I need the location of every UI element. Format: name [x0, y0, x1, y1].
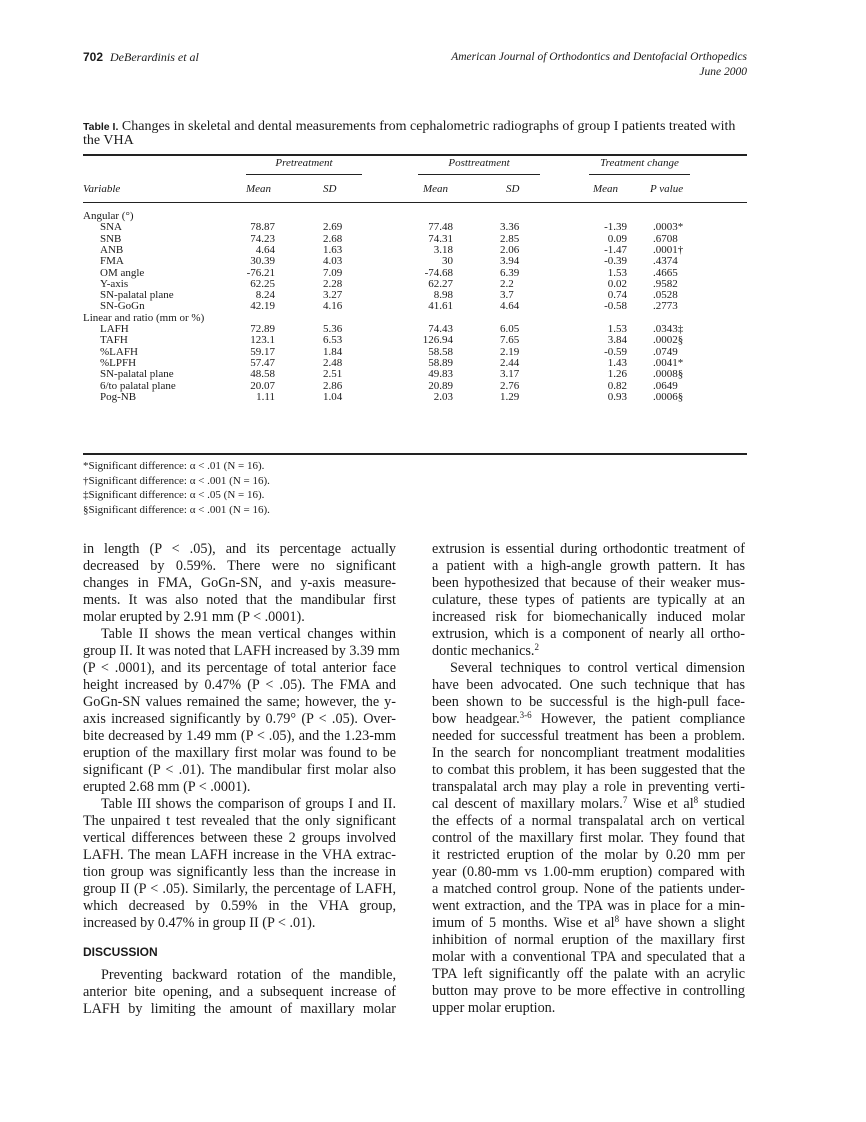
cell-p-value: .0002§ [653, 334, 684, 347]
text-segment: a matched control group. None of the patients under- [432, 881, 745, 897]
cell-pre-mean: 123.1 [250, 334, 275, 347]
text-segment: decreased by 0.59%. There were no significant [83, 558, 396, 574]
text-line [83, 745, 396, 762]
text-line [83, 881, 396, 898]
cell-pre-mean: 20.07 [250, 379, 275, 392]
text-segment: imum of 5 months. Wise et al [432, 915, 615, 931]
table-row [0, 323, 866, 335]
citation-superscript: 2 [534, 642, 539, 652]
text-line [432, 558, 745, 575]
cell-p-value: .0001† [653, 243, 684, 256]
group-underline [246, 174, 362, 175]
text-line [83, 575, 396, 592]
cell-pre-mean: 8.24 [255, 289, 275, 302]
cell-pre-sd: 3.27 [323, 289, 343, 302]
text-line [83, 898, 396, 915]
text-line [432, 643, 745, 660]
text-line [432, 592, 745, 609]
text-line [432, 728, 745, 745]
text-line [83, 813, 396, 830]
table-row [0, 244, 866, 256]
text-line [432, 694, 745, 711]
cell-change-mean: 1.53 [607, 323, 627, 335]
cell-pre-mean: 48.58 [250, 368, 275, 381]
table-caption-text: Changes in skeletal and dental measurements from cephalometric radiographs of group I patients treated with the VHA [83, 119, 736, 148]
text-segment: bite decreased by 1.49 mm (P < .05), and the 1.23-mm [83, 728, 396, 744]
text-line [83, 677, 396, 694]
cell-post-sd: 3.94 [500, 255, 520, 268]
cell-post-mean: -74.68 [424, 266, 453, 279]
table-footnote: *Significant difference: α < .01 (N = 16). [83, 460, 265, 472]
text-segment: Preventing backward rotation of the mandible, [101, 967, 396, 983]
table-footnote: ‡Significant difference: α < .05 (N = 16). [83, 489, 265, 502]
table-section-header [0, 312, 866, 324]
cell-post-mean: 58.58 [428, 345, 453, 358]
text-segment: button may prove to be more effective in controlling [432, 983, 745, 999]
cell-p-value: .6708 [653, 232, 678, 245]
text-segment: LAFH. The mean LAFH increase in the VHA extrac- [83, 847, 396, 863]
cell-pre-mean: 4.64 [255, 243, 275, 256]
text-line [83, 626, 396, 643]
cell-p-value: .4665 [653, 266, 678, 279]
running-authors: DeBerardinis et al [110, 50, 199, 64]
cell-change-mean: -0.59 [604, 345, 627, 358]
cell-pre-sd: 1.04 [323, 390, 343, 403]
cell-p-value: .0006§ [653, 390, 684, 403]
journal-name: American Journal of Orthodontics and Dentofacial Orthopedics [451, 51, 747, 63]
text-segment: eruption of the maxillary first molar was found to be [83, 745, 396, 761]
cell-variable: FMA [100, 255, 124, 268]
cell-post-mean: 8.98 [433, 289, 453, 302]
text-line [432, 541, 745, 558]
cell-variable: SN-GoGn [100, 300, 145, 313]
text-segment: increased by 0.47% in group II (P < .01). [83, 915, 316, 931]
cell-post-sd: 3.17 [500, 368, 520, 381]
cell-change-mean: -1.39 [604, 221, 627, 234]
cell-change-mean: 1.43 [607, 356, 627, 369]
cell-p-value: .2773 [653, 300, 678, 313]
cell-pre-mean: 57.47 [250, 356, 275, 369]
cell-post-sd: 6.05 [500, 323, 520, 335]
text-line [432, 864, 745, 881]
text-segment: GoGn-SN values remained the same; however, the y- [83, 694, 396, 710]
cell-change-mean: 3.84 [607, 334, 627, 347]
table-row [0, 334, 866, 346]
cell-pre-sd: 5.36 [323, 323, 343, 335]
text-segment: changes in FMA, GoGn-SN, and y-axis measure- [83, 575, 396, 591]
table-footnote: §Significant difference: α < .001 (N = 16). [83, 504, 270, 517]
table-bottom-rule [83, 453, 747, 455]
text-line [83, 796, 396, 813]
table-row [0, 346, 866, 358]
body-right-column [432, 541, 745, 1017]
cell-post-mean: 41.61 [428, 300, 453, 313]
text-line [432, 847, 745, 864]
cell-pre-sd: 2.68 [323, 232, 343, 245]
group-header-pretreatment: Pretreatment [275, 157, 333, 169]
text-line [432, 660, 745, 677]
cell-variable: ANB [100, 243, 124, 256]
text-segment: However, the patient compliance [531, 711, 745, 727]
cell-post-mean: 30 [442, 255, 453, 268]
cell-pre-sd: 2.86 [323, 379, 343, 392]
cell-post-mean: 74.31 [428, 232, 453, 245]
column-header-variable: Variable [83, 183, 121, 195]
column-header-p-value: P value [650, 183, 684, 195]
group-header-treatment-change: Treatment change [600, 157, 679, 169]
text-segment: dontic mechanics. [432, 643, 535, 659]
text-segment: increased risk for biomechanically induced molar [432, 609, 745, 625]
cell-pre-mean: 30.39 [250, 255, 275, 268]
cell-post-sd: 2.44 [500, 356, 520, 369]
text-segment: have shown a slight [619, 915, 745, 931]
cell-variable: SN-palatal plane [100, 289, 174, 302]
cell-post-mean: 20.89 [428, 379, 453, 392]
text-segment: molar erupted by 2.91 mm (P < .0001). [83, 609, 305, 625]
cell-post-sd: 3.7 [500, 289, 514, 302]
text-line [83, 728, 396, 745]
text-line [432, 796, 745, 813]
citation-superscript: 8 [614, 914, 620, 924]
text-line [432, 626, 745, 643]
text-segment: vertical differences between these 2 groups involved [83, 830, 396, 846]
cell-pre-mean: 74.23 [250, 232, 275, 245]
section-heading-discussion: DISCUSSION [83, 945, 158, 959]
citation-superscript: 7 [622, 795, 628, 805]
text-line [83, 592, 396, 609]
column-header-mean: Mean [593, 183, 619, 195]
cell-change-mean: 0.82 [607, 379, 627, 392]
table-row [0, 300, 866, 312]
cell-p-value: .9582 [653, 277, 678, 290]
cell-pre-sd: 2.51 [323, 368, 343, 381]
cell-pre-mean: 78.87 [250, 221, 275, 234]
cell-change-mean: -0.39 [604, 255, 627, 268]
text-segment: been shown to be successful is the high-pull face- [432, 694, 745, 710]
section-label: Angular (°) [83, 210, 134, 222]
cell-post-sd: 2.85 [500, 232, 520, 245]
text-line [83, 643, 400, 660]
table-label: Table I. [83, 121, 119, 133]
column-header-sd: SD [323, 183, 337, 195]
table-row [0, 278, 866, 290]
text-line [83, 915, 396, 932]
text-segment: a patient with a high-angle growth pattern. It has [432, 558, 745, 574]
text-line [432, 898, 745, 915]
text-segment: Table III shows the comparison of groups I and II. [101, 796, 396, 812]
cell-change-mean: 0.93 [607, 390, 627, 403]
text-segment: In the search for noncompliant treatment modalities [432, 745, 745, 761]
text-line [432, 966, 745, 983]
column-header-sd: SD [506, 183, 520, 195]
table-header-rule [83, 202, 747, 203]
text-segment: erupted 2.68 mm (P < .0001). [83, 779, 251, 795]
text-segment: studied [698, 796, 745, 812]
cell-variable: 6/to palatal plane [100, 379, 176, 392]
text-line [432, 881, 745, 898]
table-section-header [0, 210, 866, 222]
cell-p-value: .0343‡ [653, 323, 684, 335]
text-line [83, 967, 396, 984]
cell-post-mean: 58.89 [428, 356, 453, 369]
text-line [83, 694, 396, 711]
text-segment: extrusion, which is a component of nearly all ortho- [432, 626, 745, 642]
cell-change-mean: 0.74 [607, 289, 627, 302]
text-segment: ments. It was also noted that the mandibular first [83, 592, 396, 608]
cell-post-sd: 1.29 [500, 390, 520, 403]
text-segment: (P < .0001), and its percentage of total anterior face [83, 660, 396, 676]
table-top-rule [83, 154, 747, 156]
cell-change-mean: -0.58 [604, 300, 627, 313]
text-segment: which decreased by 0.59% in the VHA group, [83, 898, 396, 914]
text-segment: height increased by 0.47% (P < .05). The FMA and [83, 677, 396, 693]
cell-pre-mean: 72.89 [250, 323, 275, 335]
cell-post-mean: 74.43 [428, 323, 453, 335]
table-row [0, 267, 866, 279]
table-caption [83, 120, 743, 147]
cell-post-sd: 7.65 [500, 334, 520, 347]
text-line [83, 847, 396, 864]
citation-superscript: 8 [693, 795, 699, 805]
text-line [432, 609, 745, 626]
cell-post-sd: 2.76 [500, 379, 520, 392]
cell-p-value: .0528 [653, 289, 678, 302]
text-segment: axis increased significantly by 0.79° (P < .05). Over- [83, 711, 396, 727]
text-line [432, 932, 745, 949]
cell-variable: Pog-NB [100, 390, 137, 403]
body-left-column-discussion [83, 967, 396, 1018]
cell-p-value: .0003* [653, 221, 684, 234]
text-line [432, 983, 745, 1000]
cell-change-mean: 1.26 [607, 368, 627, 381]
text-line [432, 779, 745, 796]
citation-superscript: 3-6 [519, 710, 532, 720]
cell-pre-mean: -76.21 [246, 266, 275, 279]
group-header-posttreatment: Posttreatment [448, 157, 510, 169]
text-segment: anterior bite opening, and a subsequent increase of [83, 984, 396, 1000]
text-line [83, 984, 396, 1001]
body-left-column [83, 541, 400, 932]
issue-date: June 2000 [699, 66, 747, 78]
text-line [432, 575, 745, 592]
text-line [432, 949, 745, 966]
cell-post-sd: 2.06 [500, 243, 520, 256]
cell-pre-mean: 62.25 [250, 277, 275, 290]
cell-pre-sd: 6.53 [323, 334, 343, 347]
column-header-mean: Mean [246, 183, 272, 195]
text-line [432, 762, 745, 779]
column-header-mean: Mean [423, 183, 449, 195]
cell-variable: TAFH [100, 334, 128, 347]
cell-post-sd: 2.2 [500, 277, 514, 290]
text-segment: needed for successful treatment has been a problem. [432, 728, 745, 744]
text-segment: control of the maxillary first molar. They found that [432, 830, 745, 846]
text-segment: transpalatal arch may play a role in preventing verti- [432, 779, 745, 795]
cell-change-mean: 0.02 [607, 277, 627, 290]
cell-pre-sd: 7.09 [323, 266, 343, 279]
cell-post-mean: 49.83 [428, 368, 453, 381]
text-line [432, 1000, 745, 1017]
group-underline [589, 174, 690, 175]
text-line [83, 609, 396, 626]
cell-pre-sd: 2.48 [323, 356, 343, 369]
cell-pre-sd: 2.69 [323, 221, 343, 234]
text-segment: in length (P < .05), and its percentage actually [83, 541, 396, 557]
cell-p-value: .0008§ [653, 368, 684, 381]
text-segment: group II. It was noted that LAFH increased by 3.39 mm [83, 643, 400, 659]
text-segment: molar with a conventional TPA and speculated that a [432, 949, 745, 965]
cell-variable: %LPFH [100, 356, 137, 369]
cell-post-mean: 62.27 [428, 277, 453, 290]
text-line [432, 813, 745, 830]
text-segment: inhibition of normal eruption of the maxillary first [432, 932, 745, 948]
table-row [0, 221, 866, 233]
cell-pre-sd: 4.16 [323, 300, 343, 313]
text-segment: significant (P < .01). The mandibular first molar also [83, 762, 396, 778]
text-segment: LAFH by limiting the amount of maxillary molar [83, 1001, 396, 1017]
table-row [0, 380, 866, 392]
cell-variable: Y-axis [100, 277, 129, 290]
cell-p-value: .0649 [653, 379, 678, 392]
cell-post-sd: 6.39 [500, 266, 520, 279]
cell-variable: SN-palatal plane [100, 368, 174, 381]
cell-change-mean: 1.53 [607, 266, 627, 279]
text-line [83, 541, 396, 558]
cell-pre-sd: 1.63 [323, 243, 343, 256]
journal-header [451, 50, 747, 80]
text-segment: been hypothesized that because of their weaker mus- [432, 575, 745, 591]
cell-variable: SNB [100, 232, 122, 245]
section-label: Linear and ratio (mm or %) [83, 311, 205, 324]
text-line [83, 830, 396, 847]
group-underline [418, 174, 540, 175]
cell-post-mean: 77.48 [428, 221, 453, 234]
cell-change-mean: -1.47 [604, 243, 627, 256]
cell-post-sd: 2.19 [500, 345, 520, 358]
text-segment: group II (P < .05). Similarly, the percentage of LAFH, [83, 881, 396, 897]
text-line [83, 779, 396, 796]
text-line [432, 830, 745, 847]
text-line [83, 711, 396, 728]
text-line [432, 677, 745, 694]
cell-pre-sd: 2.28 [323, 277, 343, 290]
cell-pre-sd: 1.84 [323, 345, 343, 358]
text-segment: it restricted eruption of the molar by 0.20 mm per [432, 847, 745, 863]
cell-pre-mean: 59.17 [250, 345, 275, 358]
cell-post-mean: 2.03 [433, 390, 453, 403]
table-footnote: †Significant difference: α < .001 (N = 16). [83, 474, 270, 487]
cell-post-mean: 3.18 [433, 243, 453, 256]
cell-pre-mean: 42.19 [250, 300, 275, 313]
cell-p-value: .4374 [653, 255, 678, 268]
text-segment: the effects of a normal transpalatal arch on vertical [432, 813, 745, 829]
text-segment: extrusion is essential during orthodontic treatment of [432, 541, 745, 557]
table-row [0, 391, 866, 403]
cell-variable: LAFH [100, 323, 129, 335]
text-segment: to combat this problem, it has been suggested that the [432, 762, 745, 778]
cell-post-sd: 3.36 [500, 221, 520, 234]
table-row [0, 368, 866, 380]
cell-variable: SNA [100, 221, 123, 234]
cell-p-value: .0749 [653, 345, 678, 358]
table-row [0, 357, 866, 369]
text-segment: tion group was significantly less than the increase in [83, 864, 396, 880]
cell-change-mean: 0.09 [607, 232, 627, 245]
cell-post-mean: 126.94 [422, 334, 453, 347]
text-segment: The unpaired t test revealed that the only significant [83, 813, 396, 829]
text-segment: Wise et al [627, 796, 694, 812]
text-segment: bow headgear. [432, 711, 520, 727]
text-segment: upper molar eruption. [432, 1000, 556, 1016]
cell-pre-sd: 4.03 [323, 255, 343, 268]
table-row [0, 233, 866, 245]
text-line [83, 864, 396, 881]
text-line [83, 660, 396, 677]
table-row [0, 289, 866, 301]
text-line [432, 711, 745, 728]
text-segment: have been advocated. One such technique that has [432, 677, 745, 693]
page-number: 702 [83, 50, 104, 64]
text-line [432, 915, 745, 932]
text-line [432, 745, 745, 762]
cell-variable: OM angle [100, 266, 145, 279]
text-segment: year (0.80-mm vs 1.00-mm eruption) compared with [432, 864, 745, 880]
text-segment: culature, these types of patients are typically at an [432, 592, 745, 608]
cell-p-value: .0041* [653, 356, 684, 369]
table-row [0, 255, 866, 267]
text-segment: Several techniques to control vertical dimension [450, 660, 745, 676]
text-segment: went extraction, and the TPA was in place for a min- [432, 898, 745, 914]
text-line [83, 1001, 396, 1018]
cell-pre-mean: 1.11 [256, 390, 275, 403]
cell-variable: %LAFH [100, 345, 138, 358]
text-line [83, 558, 396, 575]
cell-post-sd: 4.64 [500, 300, 520, 313]
text-segment: Table II shows the mean vertical changes within [101, 626, 396, 642]
text-segment: cal descent of maxillary molars. [432, 796, 623, 812]
text-segment: TPA left significantly off the palate with an acrylic [432, 966, 745, 982]
text-line [83, 762, 396, 779]
